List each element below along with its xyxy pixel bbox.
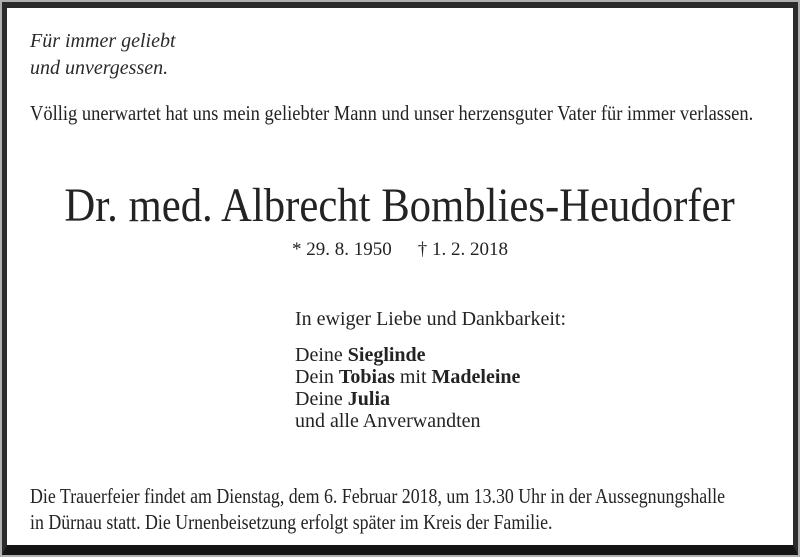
death-date: † 1. 2. 2018 <box>417 239 508 260</box>
mourner-prefix: Deine <box>295 388 348 410</box>
epitaph-line-2: und unvergessen. <box>30 57 169 79</box>
birth-date: * 29. 8. 1950 <box>292 239 392 260</box>
mourner-name: Sieglinde <box>347 344 426 366</box>
mourner-prefix: Deine <box>295 344 348 366</box>
mourner-line-4: und alle Anverwandten <box>295 410 481 432</box>
mourner-prefix: Dein <box>295 366 339 388</box>
tribute-block <box>295 308 566 432</box>
mourner-line-1 <box>295 344 566 366</box>
mourner-name-2: Madeleine <box>431 366 521 388</box>
deceased-name-row <box>0 179 800 241</box>
funeral-details-line-2: in Dürnau statt. Die Urnenbeisetzung erfolgt später im Kreis der Familie. <box>30 509 553 534</box>
epitaph-line-1: Für immer geliebt <box>30 30 176 52</box>
funeral-details <box>30 484 725 535</box>
announcement-text: Völlig unerwartet hat uns mein geliebter Mann und unser herzensguter Vater für immer verlassen. <box>30 101 754 125</box>
epitaph-text <box>30 28 176 82</box>
mourner-name: Julia <box>347 388 391 410</box>
mourner-name: Tobias <box>338 366 395 388</box>
mourner-connector: mit <box>394 366 432 388</box>
mourner-line-2 <box>295 366 566 388</box>
mourning-frame-border <box>2 2 798 555</box>
funeral-details-line-1: Die Trauerfeier findet am Dienstag, dem 6. Februar 2018, um 13.30 Uhr in der Aussegnungshalle <box>30 484 726 508</box>
deceased-name: Dr. med. Albrecht Bomblies-Heudorfer <box>64 179 736 232</box>
tribute-heading: In ewiger Liebe und Dankbarkeit: <box>295 308 567 330</box>
mourner-line-3 <box>295 388 566 410</box>
life-dates <box>0 239 800 261</box>
